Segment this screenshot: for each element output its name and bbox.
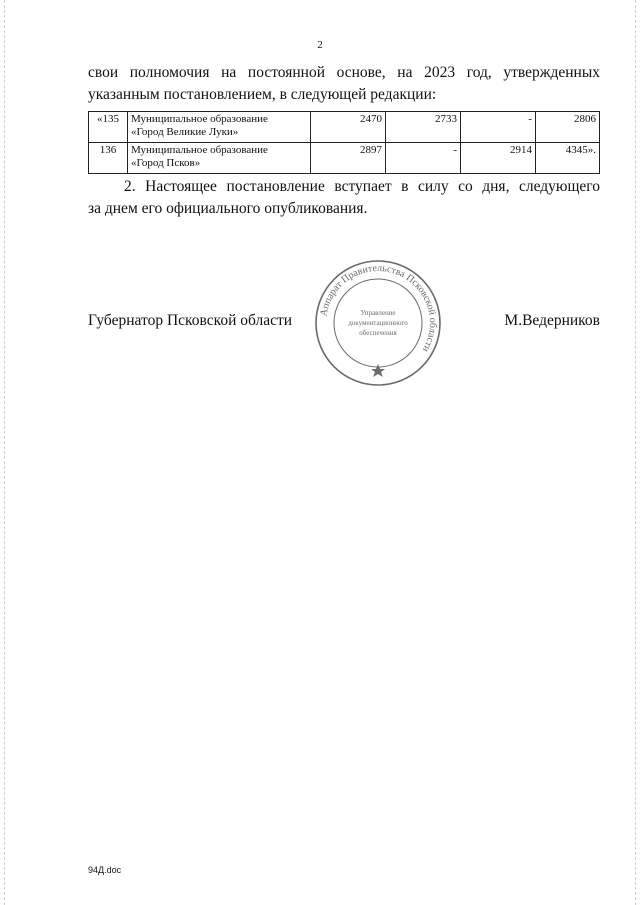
municipality-name-cell	[128, 143, 311, 174]
intro-line-2: указанным постановлением, в следующей редакции:	[88, 86, 437, 103]
seal-center-line-3: обеспечения	[359, 329, 397, 337]
value-cell-4: 2806	[536, 112, 600, 143]
municipality-name-line-1: Муниципальное образование	[131, 144, 268, 156]
value-cell-1: 2897	[311, 143, 386, 174]
seal-ring-text: Аппарат Правительства Псковской области	[318, 262, 439, 354]
value-cell-2: -	[386, 143, 461, 174]
signer-name: М.Ведерников	[504, 312, 600, 329]
footer-filename: 94Д.doc	[88, 865, 122, 875]
official-seal	[313, 258, 443, 388]
value-cell-3: 2914	[461, 143, 536, 174]
signer-title: Губернатор Псковской области	[88, 312, 293, 329]
municipality-name-cell	[128, 112, 311, 143]
value-cell-4: 4345».	[536, 143, 600, 174]
municipality-name-line-2: «Город Псков»	[131, 157, 201, 169]
left-scan-edge	[4, 0, 5, 905]
value-cell-1: 2470	[311, 112, 386, 143]
clause-2-line-2: за днем его официального опубликования.	[88, 200, 368, 217]
table-row	[89, 112, 600, 143]
row-number-cell: 136	[89, 143, 128, 174]
clause-2-line-1: 2. Настоящее постановление вступает в силу со дня, следующего	[124, 178, 600, 195]
municipality-name-line-2: «Город Великие Луки»	[131, 126, 239, 138]
seal-center-line-1: Управление	[360, 309, 396, 317]
table-row	[89, 143, 600, 174]
value-cell-2: 2733	[386, 112, 461, 143]
clause-2-paragraph	[88, 176, 600, 220]
page-number: 2	[317, 39, 323, 51]
municipal-table	[88, 111, 600, 174]
intro-line-1: свои полномочия на постоянной основе, на 2023 год, утвержденных	[88, 64, 600, 81]
municipality-name-line-1: Муниципальное образование	[131, 113, 268, 125]
seal-center-line-2: документационного	[348, 319, 408, 327]
seal-star-icon	[371, 364, 385, 377]
row-number-cell: «135	[89, 112, 128, 143]
value-cell-3: -	[461, 112, 536, 143]
intro-paragraph	[88, 62, 600, 106]
right-scan-edge	[635, 0, 636, 905]
